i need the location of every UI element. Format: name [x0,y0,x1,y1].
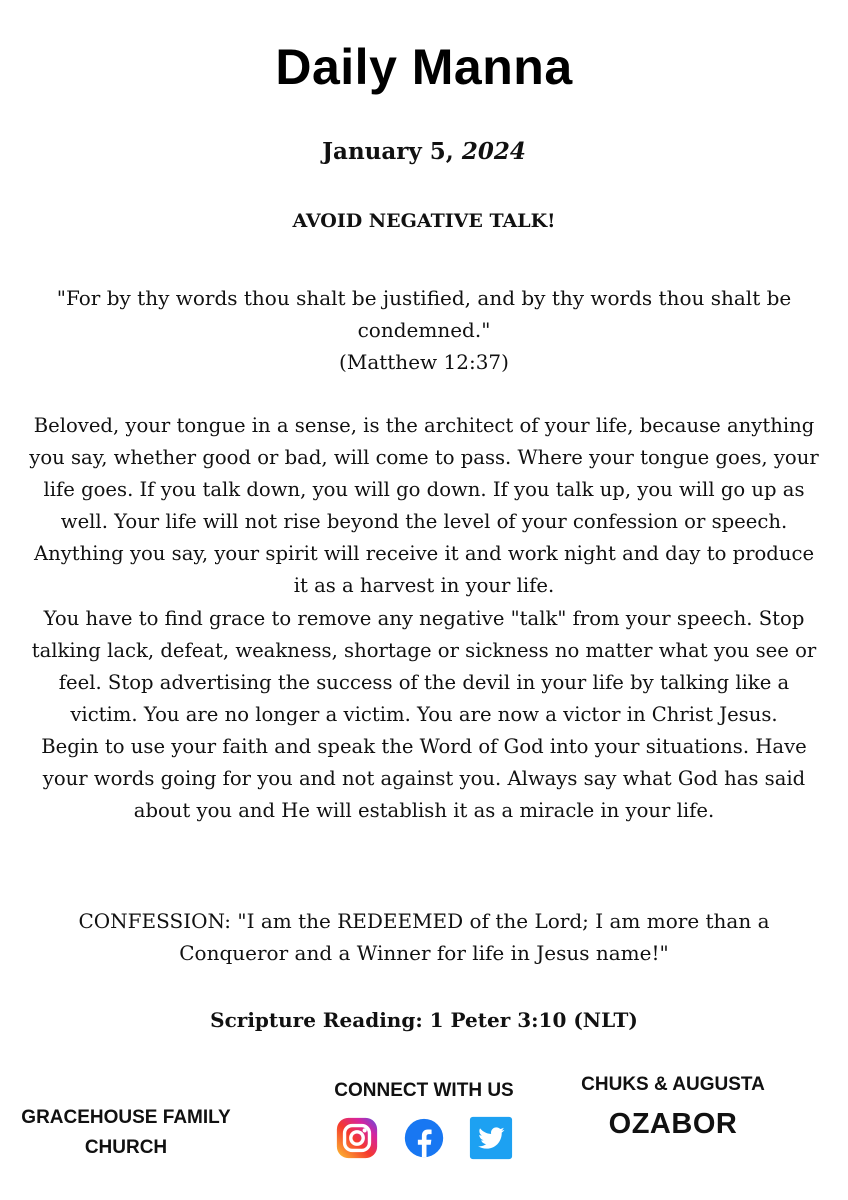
instagram-icon[interactable] [334,1115,380,1161]
scripture-reading: Scripture Reading: 1 Peter 3:10 (NLT) [210,1008,638,1032]
connect-label: CONNECT WITH US [334,1080,514,1101]
church-name-line2: CHURCH [84,1137,168,1158]
date-year: 2024 [461,138,526,165]
verse-reference: (Matthew 12:37) [339,350,509,374]
body-paragraph: Beloved, your tongue in a sense, is the architect of your life, because anything you say, whether good or bad, will come to pass. Where your tongue goes, your life goes. If you talk down, you will go down. If you talk up, you will go up as well. Your life will not rise beyond the level of your confession or speech. Anything you say, your spirit will receive it and work night and day to produce it as a harvest in your life. [29,414,819,598]
church-name [0,1103,252,1163]
devotional-heading: AVOID NEGATIVE TALK! [292,210,556,232]
date-line [0,138,848,165]
confession: CONFESSION: "I am the REDEEMED of the Lord; I am more than a Conqueror and a Winner for life in Jesus name!" [78,909,770,965]
devotional-body [24,410,824,827]
verse-block [30,282,818,378]
body-paragraph: Begin to use your faith and speak the Word of God into your situations. Have your words going for you and not against you. Always say what God has said about you and He will establish it as a miracle in your life. [41,734,807,823]
page-title: Daily Manna [275,39,573,95]
twitter-icon[interactable] [468,1115,514,1161]
date-text: January 5, [322,138,462,165]
pastors-first-names: CHUKS & AUGUSTA [581,1074,765,1095]
verse-text: "For by thy words thou shalt be justified, and by thy words thou shalt be condemned." [56,286,792,342]
body-paragraph: You have to find grace to remove any negative "talk" from your speech. Stop talking lack, defeat, weakness, shortage or sickness no matter what you see or feel. Stop advertising the success of the devil in your life by talking like a victim. You are no longer a victim. You are now a victor in Christ Jesus. [31,606,817,726]
social-links [334,1114,514,1162]
church-name-line1: GRACEHOUSE FAMILY [21,1107,231,1128]
facebook-icon[interactable] [401,1115,447,1161]
pastors-surname: OZABOR [608,1108,738,1140]
